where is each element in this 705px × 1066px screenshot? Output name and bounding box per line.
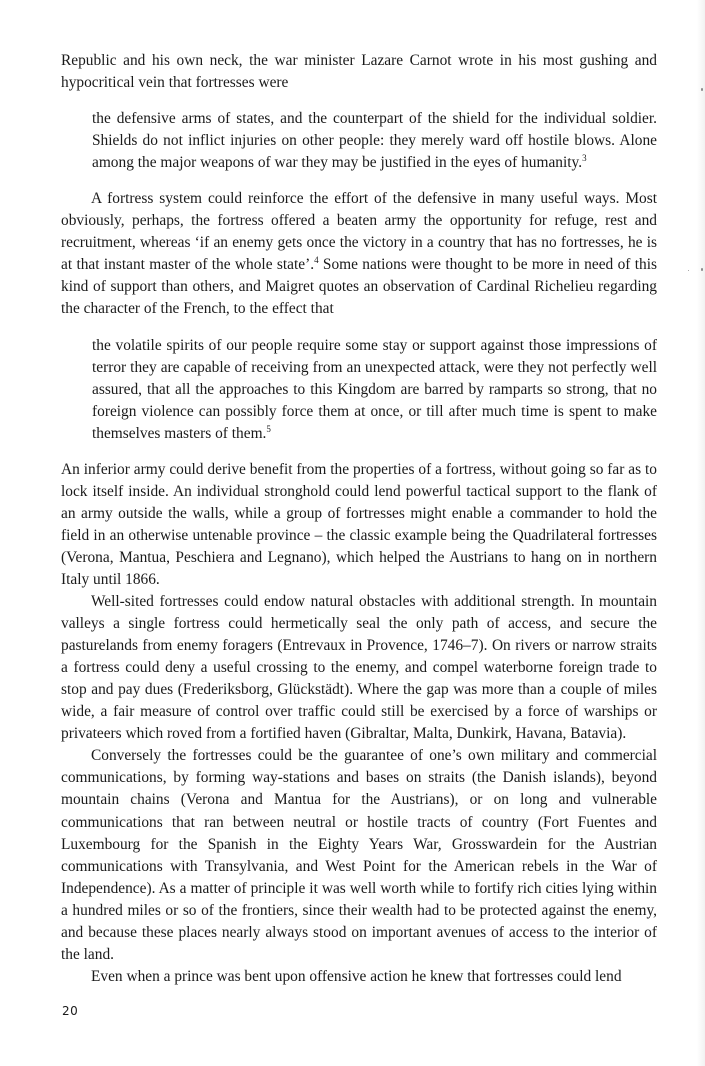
page-edge-shadow <box>697 0 705 1066</box>
scan-mark <box>701 268 703 271</box>
blockquote-richelieu <box>92 335 657 445</box>
quote-text: the defensive arms of states, and the counterpart of the shield for the individual soldier. Shields do not inflict injuries on other people: they merely ward off hostile blows. Alone among the major weapons of war they may be justified in the eyes of humanity. <box>92 110 657 172</box>
footnote-marker: 3 <box>582 153 587 164</box>
paragraph-well-sited: Well-sited fortresses could endow natural obstacles with additional strength. In mountain valleys a single fortress could hermetically seal the only path of access, and secure the pasturelands from enemy foragers (Entrevaux in Provence, 1746–7). On rivers or narrow straits a fortress could deny a useful crossing to the enemy, and compel waterborne foreign trade to stop and pay dues (Frederiksborg, Glückstädt). Where the gap was more than a couple of miles wide, a fair measure of control over traffic could still be exercised by a force of warships or privateers which roved from a fortified haven (Gibraltar, Malta, Dunkirk, Havana, Batavia). <box>61 593 657 743</box>
spacer <box>61 445 657 459</box>
paragraph-inferior-army: An inferior army could derive benefit from the properties of a fortress, without going so far as to lock itself inside. An individual stronghold could lend powerful tactical support to the flank of an army outside the walls, while a group of fortresses might enable a commander to hold the field in an otherwise untenable province – the classic example being the Quadrilateral fortresses (Verona, Mantua, Peschiera and Legnano), which helped the Austrians to hang on in northern Italy until 1866. <box>61 460 657 588</box>
scan-mark <box>688 270 689 271</box>
paragraph-conversely: Conversely the fortresses could be the guarantee of one’s own military and commercial communications, by forming way-stations and bases on straits (the Danish islands), beyond mountain chains (Verona and Mantua for the Austrians), or on long and vulnerable communications that ran between neutral or hostile tracts of country (Fort Fuentes and Luxembourg for the Spanish in the Eighty Years War, Grosswardein for the Austrian communications with Transylvania, and West Point for the American rebels in the War of Independence). As a matter of principle it was well worth while to fortify rich cities lying within a hundred miles or so of the frontiers, since their wealth had to be protected against the enemy, and because these places nearly always stood on important avenues of access to the interior of the land. <box>61 747 657 963</box>
paragraph-text: Some nations were thought to be more in need of this kind of support than others, and Maigret quotes an observation of Cardinal Richelieu regarding the character of the French, to the effect that <box>61 256 657 318</box>
spacer <box>61 321 657 335</box>
paragraph-fortress-system <box>61 188 657 320</box>
quote-text: the volatile spirits of our people require some stay or support against those impressions of terror they are capable of receiving from an unexpected attack, were they not perfectly well assured, that all the approaches to this Kingdom are barred by ramparts so strong, that no foreign violence can possibly force them at once, or till after much time is spent to make themselves masters of them. <box>92 336 657 442</box>
paragraph-text: A fortress system could reinforce the effort of the defensive in many useful ways. Most obviously, perhaps, the fortress offered a beaten army the opportunity for refuge, rest and recruitment, whereas ‘if an enemy gets once the victory in a country that has no fortresses, he is at that instant master of the whole state’. <box>61 190 657 274</box>
page-number: 20 <box>62 1004 79 1018</box>
blockquote-carnot <box>92 108 657 174</box>
footnote-marker: 5 <box>266 423 271 434</box>
footnote-marker: 4 <box>314 255 319 266</box>
spacer <box>61 94 657 108</box>
paragraph-offensive-action: Even when a prince was bent upon offensive action he knew that fortresses could lend <box>91 967 622 985</box>
paragraph-carnot-lead: Republic and his own neck, the war minister Lazare Carnot wrote in his most gushing and hypocritical vein that fortresses were <box>61 52 657 92</box>
book-page-text <box>61 50 657 988</box>
scan-mark <box>701 88 703 91</box>
spacer <box>61 174 657 188</box>
